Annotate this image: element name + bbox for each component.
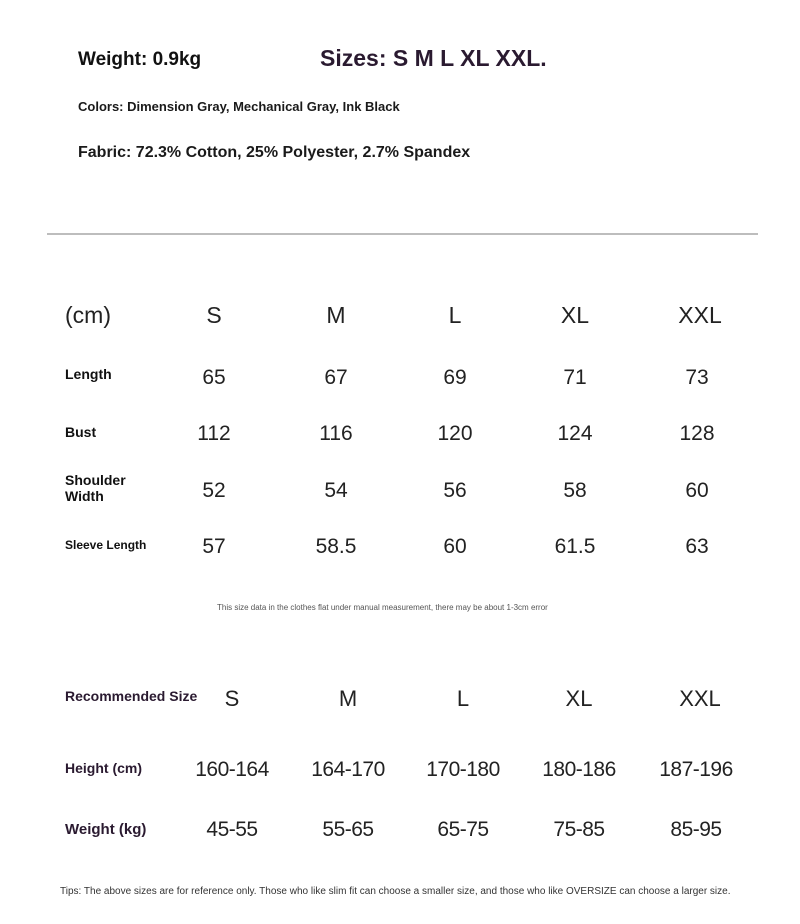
table-cell: 57 bbox=[202, 535, 226, 558]
col-header-xxl: XXL bbox=[679, 686, 721, 711]
col-header-l: L bbox=[456, 686, 470, 711]
table-cell: 116 bbox=[319, 422, 353, 445]
table-cell: 160-164 bbox=[195, 758, 269, 781]
unit-header: (cm) bbox=[65, 302, 111, 328]
col-header-l: L bbox=[448, 302, 462, 328]
col-header-m: M bbox=[338, 686, 358, 711]
col-header-s: S bbox=[224, 686, 240, 711]
table-cell: 128 bbox=[679, 422, 715, 445]
table-cell: 67 bbox=[324, 366, 348, 389]
table-cell: 73 bbox=[685, 366, 709, 389]
row-label-weight: Weight (kg) bbox=[65, 821, 147, 838]
table-cell: 85-95 bbox=[670, 818, 722, 841]
row-label-bust: Bust bbox=[65, 424, 97, 440]
tips-text: Tips: The above sizes are for reference only. Those who like slim fit can choose a smaller size, and those who like OVERSIZE can choose a larger size. bbox=[60, 886, 731, 897]
table-cell: 54 bbox=[324, 479, 348, 502]
table-cell: 60 bbox=[443, 535, 467, 558]
table-cell: 120 bbox=[437, 422, 473, 445]
table-cell: 65-75 bbox=[437, 818, 489, 841]
row-label-sleeve-length: Sleeve Length bbox=[65, 538, 147, 552]
table-cell: 75-85 bbox=[553, 818, 605, 841]
table-cell: 124 bbox=[557, 422, 593, 445]
col-header-xxl: XXL bbox=[678, 302, 722, 328]
table-cell: 69 bbox=[443, 366, 467, 389]
table-cell: 52 bbox=[202, 479, 226, 502]
table-cell: 187-196 bbox=[659, 758, 733, 781]
table-cell: 164-170 bbox=[311, 758, 385, 781]
table-cell: 61.5 bbox=[554, 535, 596, 558]
col-header-m: M bbox=[326, 302, 346, 328]
divider bbox=[47, 233, 758, 235]
table-cell: 60 bbox=[685, 479, 709, 502]
fabric-text: Fabric: 72.3% Cotton, 25% Polyester, 2.7% Spandex bbox=[78, 144, 471, 161]
table-cell: 63 bbox=[685, 535, 709, 558]
measurement-note: This size data in the clothes flat under manual measurement, there may be about 1-3cm error bbox=[217, 603, 548, 612]
recommended-size-title: Recommended Size bbox=[65, 688, 198, 704]
table-cell: 112 bbox=[197, 422, 231, 445]
colors-text: Colors: Dimension Gray, Mechanical Gray, Ink Black bbox=[78, 99, 400, 114]
col-header-s: S bbox=[206, 302, 222, 328]
table-cell: 180-186 bbox=[542, 758, 616, 781]
table-cell: 65 bbox=[202, 366, 226, 389]
col-header-xl: XL bbox=[560, 302, 590, 328]
sizes-text: Sizes: S M L XL XXL. bbox=[320, 45, 547, 71]
col-header-xl: XL bbox=[565, 686, 593, 711]
row-label-length: Length bbox=[65, 366, 112, 382]
table-cell: 55-65 bbox=[322, 818, 374, 841]
table-cell: 170-180 bbox=[426, 758, 500, 781]
table-cell: 45-55 bbox=[206, 818, 258, 841]
row-label-height: Height (cm) bbox=[65, 760, 142, 776]
table-cell: 56 bbox=[443, 479, 467, 502]
table-cell: 58.5 bbox=[315, 535, 357, 558]
row-label-shoulder-width: Shoulder Width bbox=[65, 472, 126, 504]
table-cell: 58 bbox=[563, 479, 587, 502]
table-cell: 71 bbox=[563, 366, 587, 389]
weight-text: Weight: 0.9kg bbox=[78, 49, 202, 70]
